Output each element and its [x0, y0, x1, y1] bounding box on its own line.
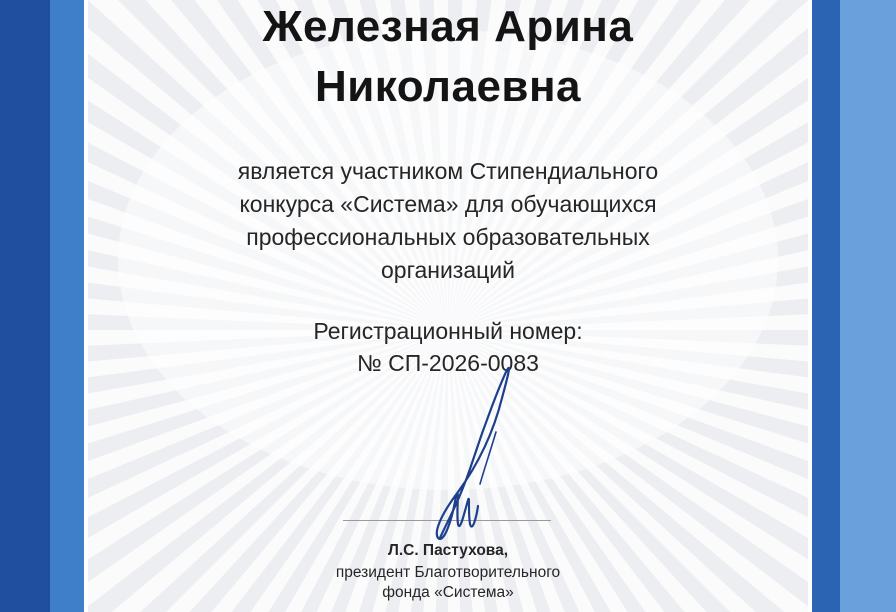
right-border-dark: [812, 0, 840, 612]
left-border-light: [50, 0, 84, 612]
registration-label: Регистрационный номер:: [313, 318, 583, 344]
signatory-name: Л.С. Пастухова,: [387, 542, 509, 559]
signatory-title-line1: президент Благотворительного: [335, 564, 561, 581]
left-border-dark: [0, 0, 50, 612]
description-line-3: профессиональных образовательных: [246, 224, 650, 250]
handwritten-signature: [88, 0, 808, 612]
description-line-4: организаций: [380, 257, 515, 283]
recipient-name-line1: Железная Арина: [262, 2, 634, 51]
description-line-1: является участником Стипендиального: [237, 158, 659, 184]
signatory-title-line2: фонда «Система»: [382, 584, 514, 601]
recipient-name-line2: Николаевна: [314, 62, 582, 111]
description-line-2: конкурса «Система» для обучающихся: [239, 191, 657, 217]
certificate-paper: [88, 0, 808, 612]
right-border-light: [840, 0, 896, 612]
registration-number: № СП-2026-0083: [357, 350, 539, 376]
